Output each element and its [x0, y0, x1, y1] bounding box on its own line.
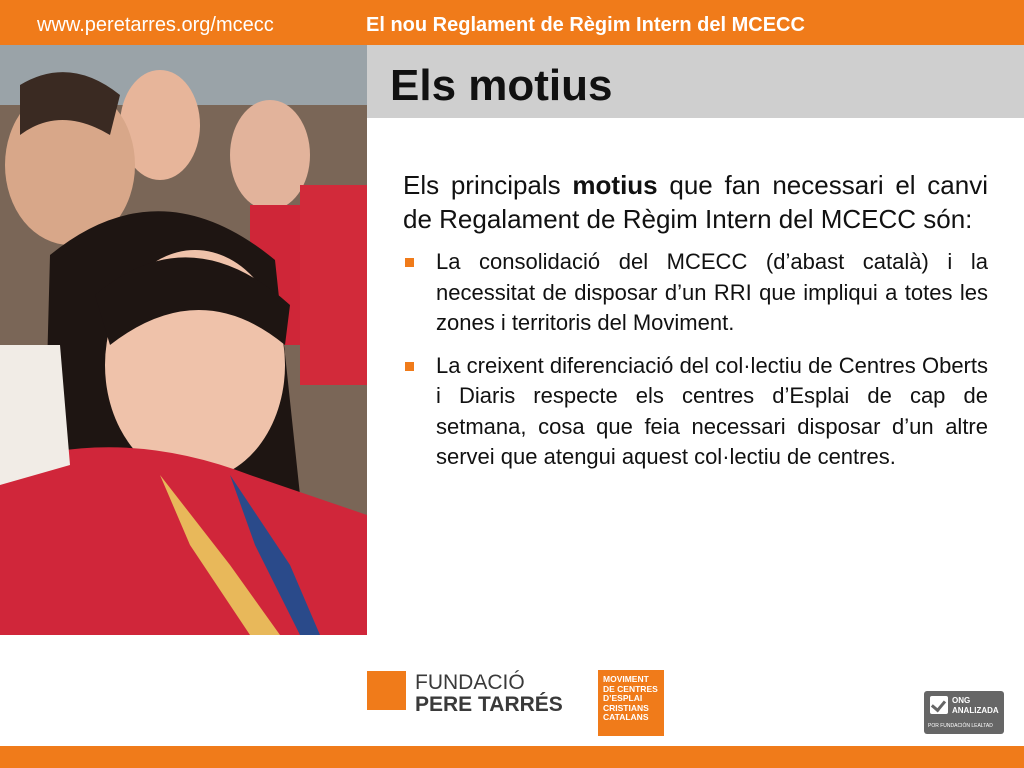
fundacio-line-2: PERE TARRÉS — [415, 693, 563, 716]
intro-paragraph — [403, 168, 988, 236]
bullet-item — [403, 247, 988, 339]
intro-text-2: que fan necessari el canvi de Regalament de Règim Intern del MCECC són: — [403, 170, 988, 234]
footer-bar — [0, 746, 1024, 768]
fundacio-line-1: FUNDACIÓ — [415, 671, 525, 694]
header-bar — [0, 0, 1024, 45]
ong-analizada-badge — [924, 691, 1004, 734]
intro-text-1: Els principals — [403, 170, 573, 200]
square-bullet-icon — [405, 258, 414, 267]
square-bullet-icon — [405, 362, 414, 371]
ong-line-1: ONG — [952, 696, 971, 705]
slide-body — [403, 168, 988, 485]
slide-title: Els motius — [390, 61, 613, 110]
mcecc-line: MOVIMENT — [603, 674, 649, 684]
bullet-text: La consolidació del MCECC (d’abast català) i la necessitat de disposar d’un RRI que impliqui a totes les zones i territoris del Moviment. — [436, 249, 988, 335]
bullet-text: La creixent diferenciació del col·lectiu de Centres Oberts i Diaris respecte els centres d’Esplai de cap de setmana, cosa que feia necessari disposar d’un altre servei que atengui aquest col·lectiu de centres. — [436, 352, 988, 469]
footer-logos — [0, 640, 1024, 744]
bullet-item — [403, 351, 988, 473]
ong-line-3: POR FUNDACIÓN LEALTAD — [928, 723, 993, 729]
orange-square-icon — [367, 671, 406, 710]
title-band — [367, 45, 1024, 118]
checkmark-icon — [930, 696, 948, 714]
scouts-photo — [0, 45, 367, 635]
mcecc-logo — [598, 670, 664, 736]
mcecc-line: DE CENTRES — [603, 683, 658, 694]
mcecc-line: D’ESPLAI — [603, 693, 643, 703]
mcecc-line: CRISTIANS — [603, 702, 649, 713]
header-title: El nou Reglament de Règim Intern del MCECC — [366, 14, 805, 36]
bullet-list — [403, 247, 988, 473]
intro-bold: motius — [572, 170, 658, 200]
header-url[interactable]: www.peretarres.org/mcecc — [37, 14, 274, 36]
mcecc-line: CATALANS — [603, 712, 649, 722]
ong-line-2: ANALIZADA — [952, 706, 999, 715]
